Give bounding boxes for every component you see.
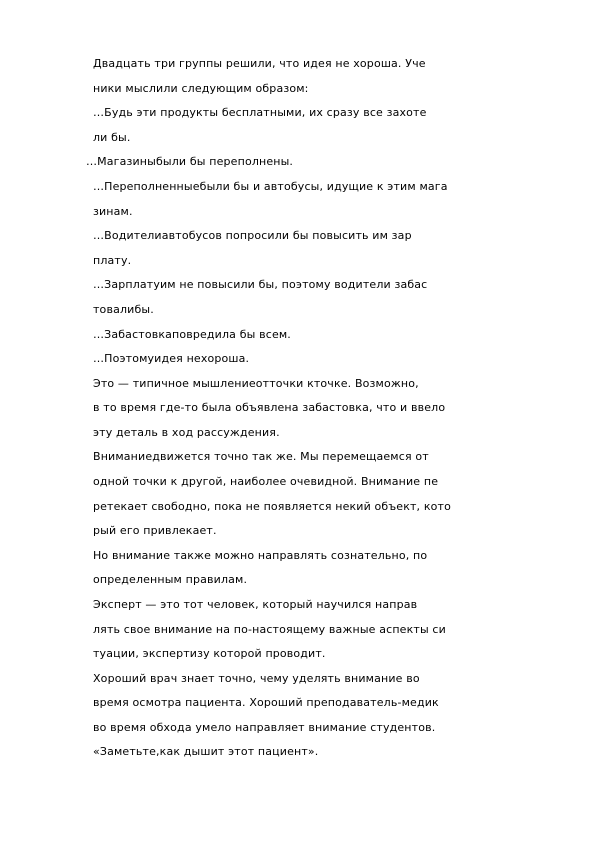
text-line: Двадцать три группы решили, что идея не хороша. Уче	[93, 57, 426, 70]
text-line: рый его привлекает.	[93, 524, 217, 537]
text-line: ники мыслили следующим образом:	[93, 82, 309, 95]
text-line: лять свое внимание на по-настоящему важные аспекты си	[93, 623, 446, 636]
text-line: ли бы.	[93, 131, 131, 144]
text-line: определенным правилам.	[93, 573, 248, 586]
text-line: туации, экспертизу которой проводит.	[93, 647, 326, 660]
text-line: во время обхода умело направляет внимание студентов.	[93, 721, 436, 734]
text-line: Эксперт — это тот человек, который научился направ	[93, 598, 418, 611]
text-line: «Заметьте,как дышит этот пациент».	[93, 745, 319, 758]
text-line: Это — типичное мышлениеотточки кточке. Возможно,	[93, 377, 419, 390]
text-line: …Магазиныбыли бы переполнены.	[86, 155, 294, 168]
text-line: …Будь эти продукты бесплатными, их сразу все захоте	[93, 106, 427, 119]
text-line: Хороший врач знает точно, чему уделять внимание во	[93, 672, 420, 685]
text-line: …Забастовкаповредила бы всем.	[93, 328, 291, 341]
text-line: …Зарплатуим не повысили бы, поэтому водители забас	[93, 278, 428, 291]
text-line: товалибы.	[93, 303, 154, 316]
text-line: эту деталь в ход рассуждения.	[93, 426, 280, 439]
text-line: …Переполненныебыли бы и автобусы, идущие к этим мага	[93, 180, 448, 193]
text-line: плату.	[93, 254, 132, 267]
text-line: время осмотра пациента. Хороший преподаватель-медик	[93, 696, 439, 709]
text-line: одной точки к другой, наиболее очевидной. Внимание пе	[93, 475, 439, 488]
text-line: ретекает свободно, пока не появляется некий объект, кото	[93, 500, 451, 513]
text-line: …Водителиавтобусов попросили бы повысить им зар	[93, 229, 412, 242]
text-line: зинам.	[93, 205, 133, 218]
text-line: Но внимание также можно направлять сознательно, по	[93, 549, 428, 562]
text-line: Вниманиедвижется точно так же. Мы перемещаемся от	[93, 450, 429, 463]
text-line: …Поэтомуидея нехороша.	[93, 352, 250, 365]
text-line: в то время где-то была объявлена забастовка, что и ввело	[93, 401, 446, 414]
